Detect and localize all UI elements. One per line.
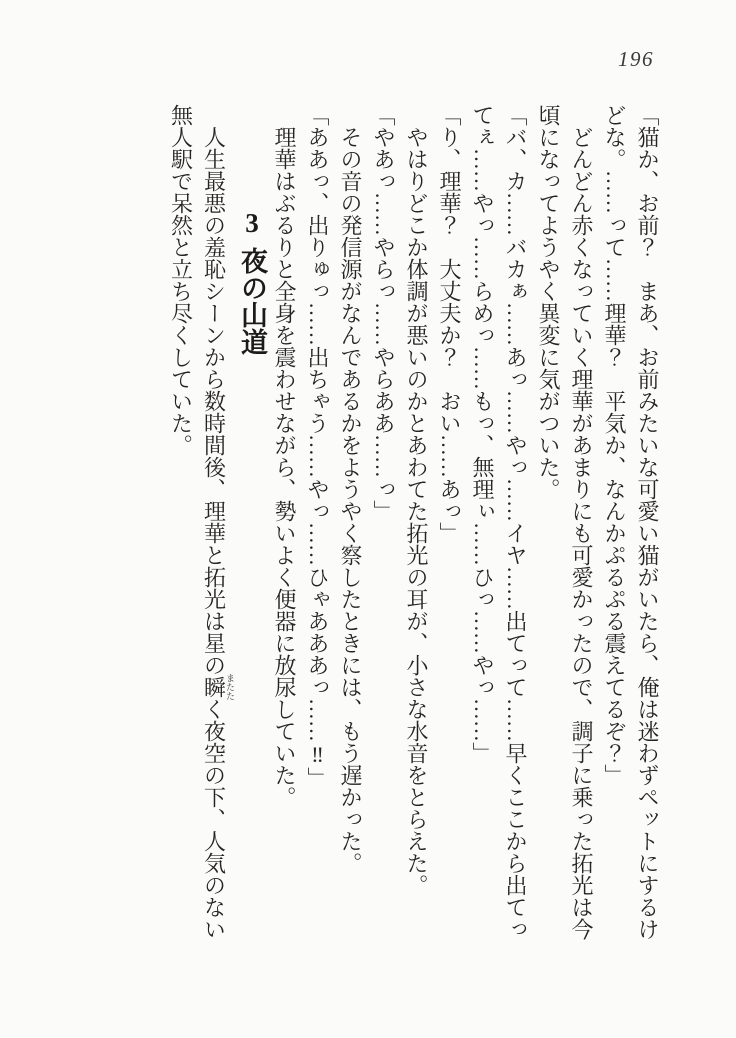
text-segment: 人生最悪の羞恥シーンから数時間後、理華と拓光は星の — [201, 104, 227, 676]
page-number: 196 — [618, 47, 654, 71]
text-line: 「バ、カ……バカぁ……あっ……やっ……イヤ……出てって……早くここから出てっ — [503, 104, 528, 940]
text-line: 「ああっ、出りゅっ……出ちゃう……やっ……ひゃあああっ……‼」 — [305, 104, 330, 789]
chapter-heading — [235, 104, 268, 950]
text-segment: く夜空の下、人気のない — [201, 698, 227, 940]
ruby-annotation — [201, 673, 235, 701]
text-line: やはりどこか体調が悪いのかとあわてた拓光の耳が、小さな水音をとらえた。 — [404, 104, 429, 896]
ruby-text: またた — [225, 673, 235, 701]
text-line: 頃になってようやく異変に気がついた。 — [536, 104, 561, 500]
text-line: 「猫か、お前？ まあ、お前みたいな可愛い猫がいたら、俺は迷わずペットにするけ — [635, 104, 660, 940]
text-block — [165, 104, 665, 950]
text-line: どんどん赤くなっていく理華があまりにも可愛かったので、調子に乗った拓光は今 — [569, 104, 594, 940]
ruby-base: 瞬 — [201, 673, 227, 701]
chapter-title: 夜の山道 — [237, 247, 267, 355]
chapter-number: 3 — [237, 208, 267, 238]
text-line: 理華はぶるりと全身を震わせながら、勢いよく便器に放尿していた。 — [272, 104, 297, 808]
text-line: 「り、理華？ 大丈夫か？ おい……あっ」 — [437, 104, 462, 544]
text-line: てぇ……やっ……らめっ……もっ、無理ぃ……ひっ……やっ……」 — [470, 104, 495, 764]
text-line: その音の発信源がなんであるかをようやく察したときには、もう遅かった。 — [338, 104, 363, 874]
text-line — [198, 104, 236, 950]
text-line: 「やあっ……やらっ……やらああ……っ」 — [371, 104, 396, 522]
text-line: 無人駅で呆然と立ち尽くしていた。 — [168, 104, 194, 456]
text-line: どな。……って……理華？ 平気か、なんかぷるぷる震えてるぞ？」 — [602, 104, 627, 786]
